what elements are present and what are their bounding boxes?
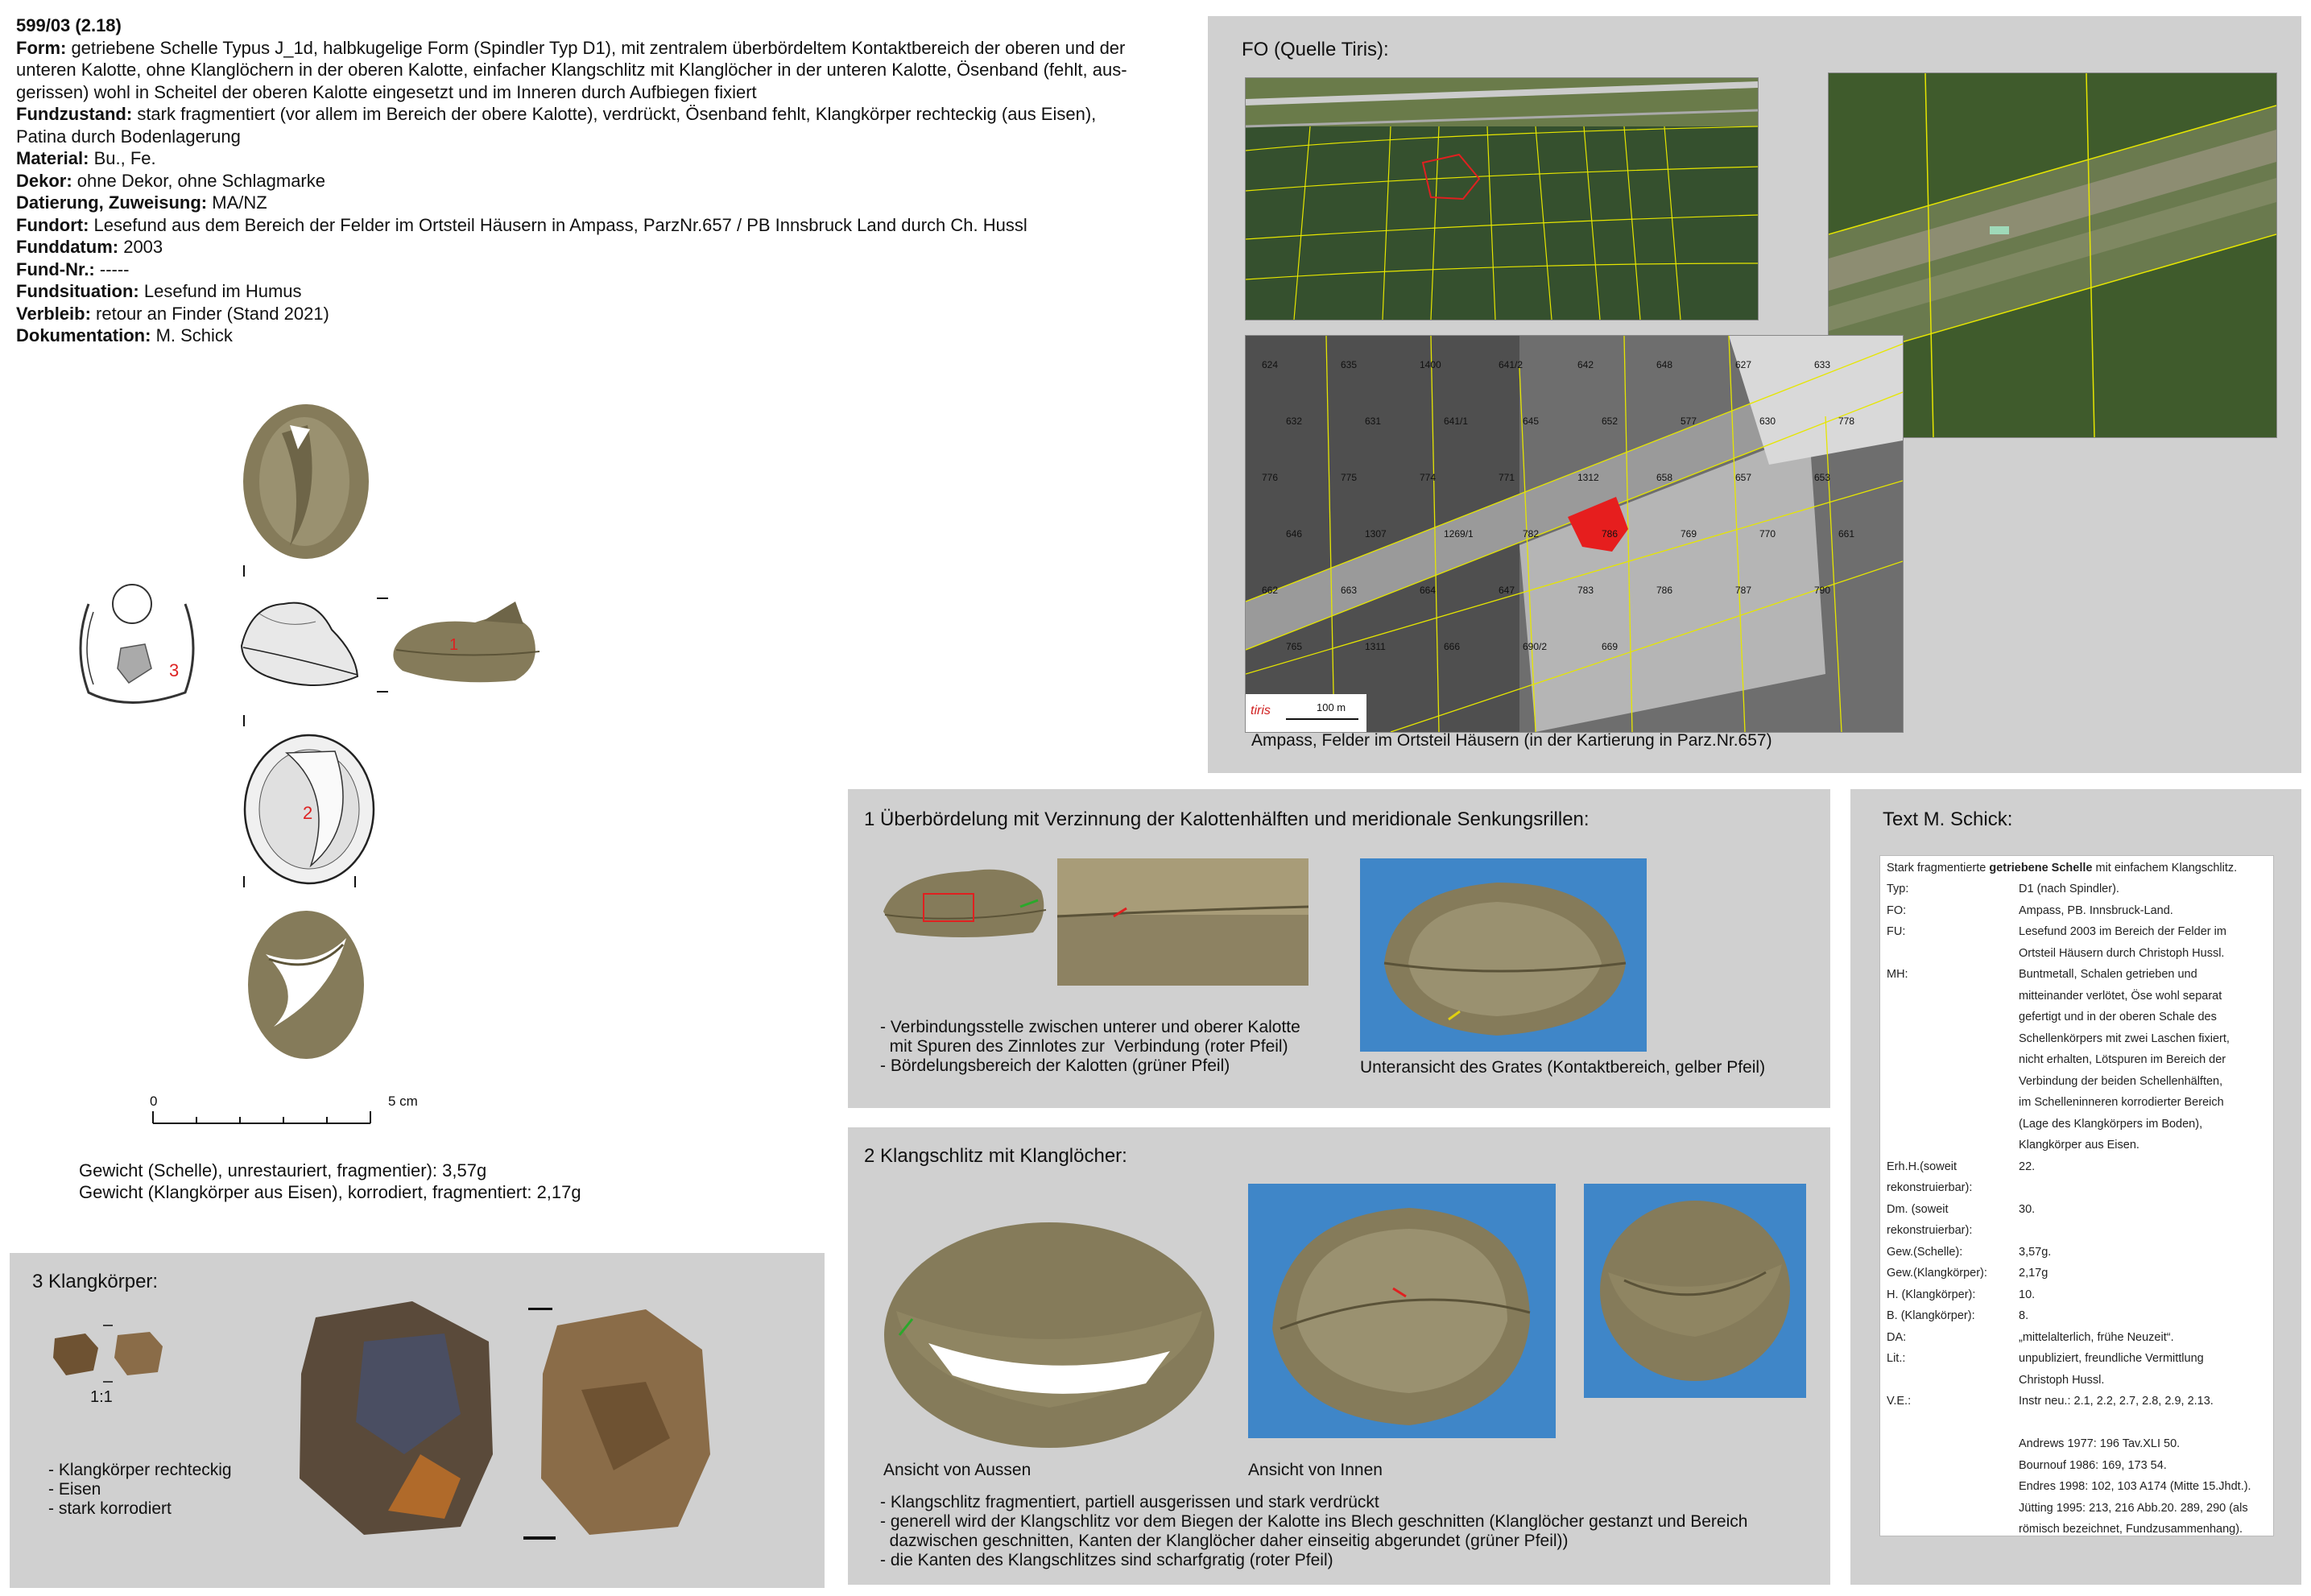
panel1-title: 1 Überbördelung mit Verzinnung der Kalottenhälften und meridionale Senkungsrillen: (864, 808, 1590, 830)
bullet-line: - Klangkörper rechteckig (48, 1461, 232, 1479)
field-value: Bu., Fe. (89, 148, 156, 168)
sheet-label: FO: (1887, 903, 1907, 917)
parcel-number: 787 (1735, 585, 1752, 596)
parcel-number: 653 (1814, 472, 1831, 483)
bullet-line: - Bördelungsbereich der Kalotten (grüner Pfeil) (880, 1056, 1230, 1075)
sheet-value: Lesefund 2003 im Bereich der Felder im (2019, 925, 2226, 938)
field-label: Fund-Nr.: (16, 258, 95, 279)
parcel-number: 664 (1420, 585, 1437, 596)
parcel-number: 577 (1681, 416, 1697, 427)
field-label: Datierung, Zuweisung: (16, 192, 208, 213)
bell-photo-side (387, 592, 548, 688)
header-block (16, 14, 1192, 347)
sheet-value: Bournouf 1986: 169, 173 54. (2019, 1458, 2167, 1472)
aerial-map-overview (1245, 77, 1759, 320)
panel1-detail-graphic (1057, 858, 1308, 986)
map-scale-label: 100 m (1317, 701, 1346, 713)
panel2-inner-photo (1248, 1184, 1556, 1438)
sheet-value: „mittelalterlich, frühe Neuzeit“. (2019, 1330, 2174, 1344)
parcel-number: 776 (1262, 472, 1279, 483)
section-drawing (64, 572, 225, 717)
parcel-number: 627 (1735, 359, 1752, 370)
field-label: Fundsituation: (16, 281, 139, 301)
header-field (16, 103, 1192, 126)
parcel-number: 669 (1602, 641, 1619, 652)
number-label-3: 3 (169, 660, 180, 680)
panel2-bullets (880, 1493, 1747, 1570)
sheet-label: Gew.(Schelle): (1887, 1245, 1963, 1259)
parcel-number: 635 (1341, 359, 1358, 370)
fo-panel-title: FO (Quelle Tiris): (1242, 39, 1389, 60)
sheet-value: nicht erhalten, Lötspuren im Bereich der (2019, 1053, 2226, 1066)
sheet-label: Typ: (1887, 883, 1909, 895)
parcel-number: 790 (1814, 585, 1831, 596)
parcel-number: 765 (1286, 641, 1303, 652)
parcel-number: 1312 (1577, 472, 1599, 483)
sheet-value: 10. (2019, 1288, 2036, 1301)
parcel-number: 783 (1577, 585, 1594, 596)
sheet-label: B. (Klangkörper): (1887, 1309, 1975, 1322)
side-view-drawing (235, 597, 364, 694)
panel1-underside-graphic (1360, 858, 1647, 1052)
parcel-number: 786 (1602, 528, 1619, 540)
header-field (16, 280, 1192, 303)
parcel-number: 632 (1286, 416, 1303, 427)
clapper-scale: 1:1 (90, 1388, 113, 1406)
parcel-number: 690/2 (1523, 641, 1548, 652)
sheet-value: gefertigt und in der oberen Schale des (2019, 1011, 2217, 1023)
header-field (16, 192, 1192, 214)
panel-ueberboerdelung (848, 789, 1830, 1108)
cadastral-map (1245, 335, 1904, 733)
tick (377, 691, 388, 693)
scale-five: 5 cm (388, 1094, 418, 1109)
parcel-number: 641/1 (1444, 416, 1469, 427)
number-label-1: 1 (449, 636, 459, 654)
field-value: ----- (94, 258, 130, 279)
panel1-detail-photo (1057, 858, 1308, 986)
field-label: Dekor: (16, 170, 72, 191)
panel-klangkoerper (10, 1253, 825, 1588)
sheet-label: Dm. (soweit (1887, 1202, 1949, 1216)
field-label: Form: (16, 37, 67, 58)
parcel-number: 624 (1262, 359, 1279, 370)
panel2-caption-inner: Ansicht von Innen (1248, 1461, 1383, 1479)
header-field (16, 258, 1192, 281)
sheet-label: Lit.: (1887, 1352, 1906, 1365)
sheet-label: Erh.H.(soweit (1887, 1160, 1958, 1173)
parcel-number: 775 (1341, 472, 1358, 483)
parcel-number: 648 (1656, 359, 1673, 370)
sheet-label: rekonstruierbar): (1887, 1181, 1973, 1194)
field-label: Fundort: (16, 214, 89, 235)
parcel-number: 771 (1499, 472, 1515, 483)
sheet-value: Schellenkörpers mit zwei Laschen fixiert, (2019, 1032, 2230, 1045)
parcel-number: 769 (1681, 528, 1697, 540)
panel1-underside-photo (1360, 858, 1647, 1052)
field-label: Funddatum: (16, 237, 119, 257)
text-panel (1850, 789, 2301, 1585)
parcel-number: 1269/1 (1444, 528, 1474, 540)
sheet-label: Gew.(Klangkörper): (1887, 1267, 1987, 1280)
number-label-2: 2 (303, 803, 313, 823)
sheet-value: Christoph Hussl. (2019, 1373, 2105, 1387)
panel2-caption-outer: Ansicht von Aussen (883, 1461, 1031, 1479)
field-label: Material: (16, 148, 89, 168)
bullet-line: mit Spuren des Zinnlotes zur Verbindung (roter Pfeil) (880, 1037, 1288, 1056)
parcel-number: 1400 (1420, 359, 1441, 370)
weight-schelle: Gewicht (Schelle), unrestauriert, fragmentier): 3,57g (79, 1160, 487, 1180)
parcel-number: 633 (1814, 359, 1831, 370)
sheet-value: Ortsteil Häusern durch Christoph Hussl. (2019, 946, 2225, 960)
scale-zero: 0 (150, 1094, 158, 1109)
bullet-line: - generell wird der Klangschlitz vor dem Biegen der Kalotte ins Blech geschnitten (Klanglöcher gestanzt und Bereich (880, 1512, 1748, 1531)
field-label: Dokumentation: (16, 325, 151, 345)
field-value: unteren Kalotte, ohne Klanglöchern in der oberen Kalotte, einfacher Klangschlitz mit Klanglöcher in der unteren Kalotte, Ösenband (fehlt, aus- (16, 60, 1127, 80)
panel3-title: 3 Klangkörper: (32, 1271, 159, 1292)
panel1-caption-right: Unteransicht des Grates (Kontaktbereich, gelber Pfeil) (1360, 1058, 1766, 1077)
cadastral-map-graphic (1246, 336, 1903, 732)
header-fields (16, 37, 1192, 347)
field-value: ohne Dekor, ohne Schlagmarke (72, 170, 325, 191)
panel2-outer-photo (880, 1214, 1218, 1456)
sheet-value: 22. (2019, 1160, 2036, 1173)
bullet-line: - Eisen (48, 1480, 101, 1499)
panel3-bullets (48, 1461, 232, 1519)
panel2-side-graphic (1584, 1184, 1806, 1398)
bullet-line: - die Kanten des Klangschlitzes sind scharfgratig (roter Pfeil) (880, 1551, 1333, 1569)
aerial-map-overview-graphic (1246, 78, 1758, 320)
sheet-value: D1 (nach Spindler). (2019, 883, 2119, 895)
field-value: Lesefund aus dem Bereich der Felder im Ortsteil Häusern in Ampass, ParzNr.657 / PB Innsbruck Land durch Ch. Hussl (89, 214, 1027, 235)
field-value: Patina durch Bodenlagerung (16, 126, 241, 147)
field-value: getriebene Schelle Typus J_1d, halbkugelige Form (Spindler Typ D1), mit zentralem überbördeltem Kontaktbereich der oberen und der (66, 37, 1126, 58)
header-field (16, 37, 1192, 60)
sheet-value: im Schelleninneren korrodierter Bereich (2019, 1096, 2224, 1109)
sheet-value: 30. (2019, 1202, 2036, 1216)
sheet-value: mitteinander verlötet, Öse wohl separat (2019, 989, 2222, 1003)
parcel-number: 657 (1735, 472, 1752, 483)
parcel-number: 642 (1577, 359, 1594, 370)
panel1-bullets (880, 1018, 1300, 1076)
header-field (16, 325, 1192, 347)
sheet-label: DA: (1887, 1330, 1907, 1344)
parcel-number: 630 (1759, 416, 1776, 427)
sheet-label: V.E.: (1887, 1395, 1912, 1408)
clapper-large-photos (291, 1293, 791, 1567)
field-value: stark fragmentiert (vor allem im Bereich der obere Kalotte), verdrückt, Ösenband fehlt, Klangkörper rechteckig (aus Eisen), (132, 104, 1097, 124)
parcel-number: 1307 (1365, 528, 1387, 540)
header-field (16, 81, 1192, 104)
clapper-small-photos (50, 1322, 171, 1387)
header-field (16, 59, 1192, 81)
header-field (16, 214, 1192, 237)
field-value: M. Schick (151, 325, 233, 345)
header-field (16, 236, 1192, 258)
header-field (16, 126, 1192, 148)
header-field (16, 170, 1192, 192)
sheet-value: Andrews 1977: 196 Tav.XLI 50. (2019, 1437, 2181, 1450)
bell-photo-bottom (242, 906, 370, 1067)
sheet-value: 8. (2019, 1309, 2029, 1322)
bell-photo-top (234, 401, 378, 562)
panel2-title: 2 Klangschlitz mit Klanglöcher: (864, 1145, 1127, 1167)
bullet-line: - Klangschlitz fragmentiert, partiell ausgerissen und stark verdrückt (880, 1493, 1379, 1511)
panel2-inner-graphic (1248, 1184, 1556, 1438)
sheet-value: 3,57g. (2019, 1245, 2052, 1259)
parcel-number: 1311 (1365, 641, 1386, 652)
parcel-number: 645 (1523, 416, 1540, 427)
parcel-number: 774 (1420, 472, 1437, 483)
sheet-value: Jütting 1995: 213, 216 Abb.20. 289, 290 (als (2019, 1501, 2248, 1515)
sheet-label: FU: (1887, 925, 1906, 938)
parcel-number: 782 (1523, 528, 1540, 540)
sheet-value: Klangkörper aus Eisen. (2019, 1139, 2139, 1152)
sheet-value: unpubliziert, freundliche Vermittlung (2019, 1352, 2204, 1365)
text-sheet (1879, 855, 2274, 1536)
parcel-number: 658 (1656, 472, 1673, 483)
bottom-view-drawing (238, 729, 383, 890)
sheet-value: Verbindung der beiden Schellenhälften, (2019, 1074, 2223, 1088)
parcel-number: 666 (1444, 641, 1461, 652)
parcel-number: 778 (1838, 416, 1855, 427)
scale-bar (145, 1095, 387, 1143)
bullet-line: dazwischen geschnitten, Kanten der Klanglöcher daher einseitig abgerundet (grüner Pfeil)) (880, 1532, 1569, 1550)
sheet-value: römisch bezeichnet, Fundzusammenhang). (2019, 1523, 2243, 1536)
sheet-value: Buntmetall, Schalen getrieben und (2019, 968, 2197, 981)
sheet-label: MH: (1887, 968, 1908, 981)
sheet-label: rekonstruierbar): (1887, 1224, 1973, 1237)
sheet-value: Endres 1998: 102, 103 A174 (Mitte 15.Jhdt.). (2019, 1480, 2251, 1493)
field-value: retour an Finder (Stand 2021) (90, 303, 329, 324)
panel2-side-photo (1584, 1184, 1806, 1398)
field-value: 2003 (118, 237, 163, 257)
field-value: Lesefund im Humus (138, 281, 302, 301)
field-label: Fundzustand: (16, 104, 133, 124)
bullet-line: - stark korrodiert (48, 1499, 172, 1518)
parcel-number: 662 (1262, 585, 1279, 596)
sheet-value: (Lage des Klangkörpers im Boden), (2019, 1117, 2203, 1131)
panel1-bell-side-photo (880, 858, 1057, 947)
panel-klangschlitz (848, 1127, 1830, 1585)
sheet-value: 2,17g (2019, 1267, 2048, 1280)
field-label: Verbleib: (16, 303, 91, 324)
parcel-number: 652 (1602, 416, 1619, 427)
fo-panel (1208, 16, 2301, 773)
header-field (16, 147, 1192, 170)
sheet-label: H. (Klangkörper): (1887, 1288, 1976, 1301)
parcel-number: 786 (1656, 585, 1673, 596)
tick (243, 565, 245, 577)
tick (243, 715, 245, 726)
text-panel-title: Text M. Schick: (1883, 808, 2013, 830)
tiris-logo: tiris (1251, 704, 1271, 717)
header-field (16, 303, 1192, 325)
parcel-number: 631 (1365, 416, 1382, 427)
parcel-number: 661 (1838, 528, 1855, 540)
bullet-line: - Verbindungsstelle zwischen unterer und oberer Kalotte (880, 1018, 1300, 1036)
field-value: MA/NZ (207, 192, 267, 213)
fo-caption: Ampass, Felder im Ortsteil Häusern (in der Kartierung in Parz.Nr.657) (1251, 731, 1772, 750)
field-value: gerissen) wohl in Scheitel der oberen Kalotte eingesetzt und im Inneren durch Aufbiegen fixiert (16, 81, 757, 102)
catalog-id: 599/03 (2.18) (16, 15, 122, 35)
text-intro: Stark fragmentierte getriebene Schelle mit einfachem Klangschlitz. (1887, 862, 2238, 874)
sheet-value: Ampass, PB. Innsbruck-Land. (2019, 903, 2173, 917)
weight-klangkoerper: Gewicht (Klangkörper aus Eisen), korrodiert, fragmentiert: 2,17g (79, 1182, 581, 1202)
parcel-number: 641/2 (1499, 359, 1523, 370)
parcel-number: 647 (1499, 585, 1515, 596)
parcel-number: 646 (1286, 528, 1303, 540)
parcel-number: 770 (1759, 528, 1776, 540)
parcel-number: 663 (1341, 585, 1358, 596)
sheet-value: Instr neu.: 2.1, 2.2, 2.7, 2.8, 2.9, 2.13. (2019, 1395, 2214, 1408)
